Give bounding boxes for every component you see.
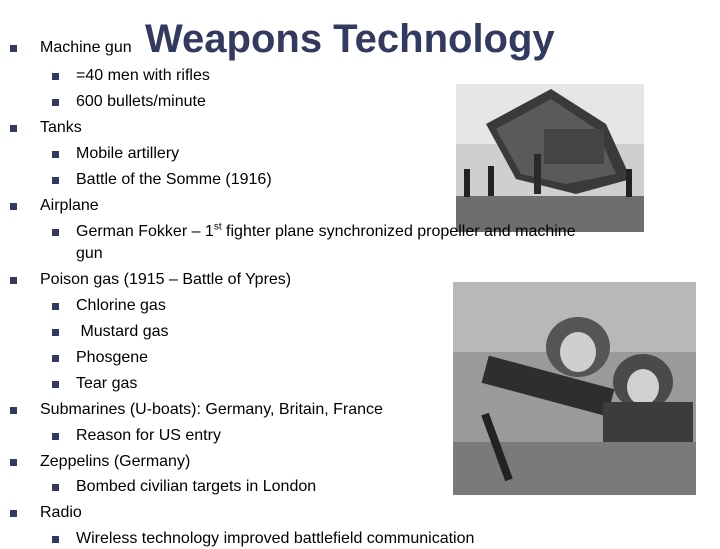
sub-bullet (76, 144, 179, 164)
sub-bullet-text: Chlorine gas (76, 297, 166, 314)
square-bullet-icon (52, 303, 59, 310)
sub-bullet-text-after: fighter plane synchronized propeller and machine (221, 223, 576, 240)
sub-bullet (76, 322, 168, 342)
square-bullet-icon (10, 277, 17, 284)
square-bullet-icon (52, 329, 59, 336)
sub-bullet-continuation (76, 244, 103, 264)
slide-title: Weapons Technology (145, 17, 555, 61)
bullet-text: Airplane (40, 197, 99, 214)
bullet-poison-gas (40, 270, 291, 290)
bullet-text: Zeppelins (Germany) (40, 453, 191, 470)
square-bullet-icon (52, 484, 59, 491)
sub-bullet-text: Wireless technology improved battlefield communication (76, 530, 475, 547)
square-bullet-icon (10, 125, 17, 132)
sub-bullet (76, 92, 206, 112)
square-bullet-icon (52, 73, 59, 80)
square-bullet-icon (10, 407, 17, 414)
sub-bullet (76, 66, 210, 86)
sub-bullet (76, 529, 474, 549)
bullet-text: Submarines (U-boats): Germany, Britain, France (40, 401, 383, 418)
bullet-radio (40, 503, 82, 523)
sub-bullet-text: =40 men with rifles (76, 67, 210, 84)
sub-bullet-text: gun (76, 245, 103, 262)
square-bullet-icon (10, 203, 17, 210)
bullet-submarines (40, 400, 383, 420)
square-bullet-icon (52, 381, 59, 388)
square-bullet-icon (52, 355, 59, 362)
bullet-zeppelins (40, 452, 190, 472)
square-bullet-icon (10, 459, 17, 466)
bullet-machine-gun (40, 38, 132, 58)
sub-bullet-text: Bombed civilian targets in London (76, 478, 317, 495)
bullet-airplane (40, 196, 99, 216)
sub-bullet-text: Tear gas (76, 375, 138, 392)
sub-bullet-text: Reason for US entry (76, 427, 221, 444)
bullet-text: Poison gas (1915 – Battle of Ypres) (40, 271, 292, 288)
sub-bullet (76, 222, 576, 242)
square-bullet-icon (52, 99, 59, 106)
bullet-text: Machine gun (40, 39, 132, 56)
sub-bullet-text: Mobile artillery (76, 145, 180, 162)
square-bullet-icon (52, 433, 59, 440)
sub-bullet (76, 426, 221, 446)
square-bullet-icon (10, 510, 17, 517)
sub-bullet-text: Phosgene (76, 349, 149, 366)
square-bullet-icon (52, 177, 59, 184)
sub-bullet (76, 477, 316, 497)
square-bullet-icon (52, 229, 59, 236)
sub-bullet-text: Battle of the Somme (1916) (76, 171, 272, 188)
sub-bullet-text: Mustard gas (76, 323, 169, 340)
sub-bullet (76, 170, 272, 190)
square-bullet-icon (52, 151, 59, 158)
bullet-text: Radio (40, 504, 82, 521)
sub-bullet-text-before: German Fokker – 1 (76, 223, 214, 240)
bullet-tanks (40, 118, 82, 138)
square-bullet-icon (10, 45, 17, 52)
sub-bullet (76, 348, 148, 368)
sub-bullet (76, 296, 166, 316)
sub-bullet (76, 374, 137, 394)
bullet-text: Tanks (40, 119, 82, 136)
sub-bullet-text: 600 bullets/minute (76, 93, 206, 110)
sub-bullet-superscript: st (213, 221, 222, 233)
